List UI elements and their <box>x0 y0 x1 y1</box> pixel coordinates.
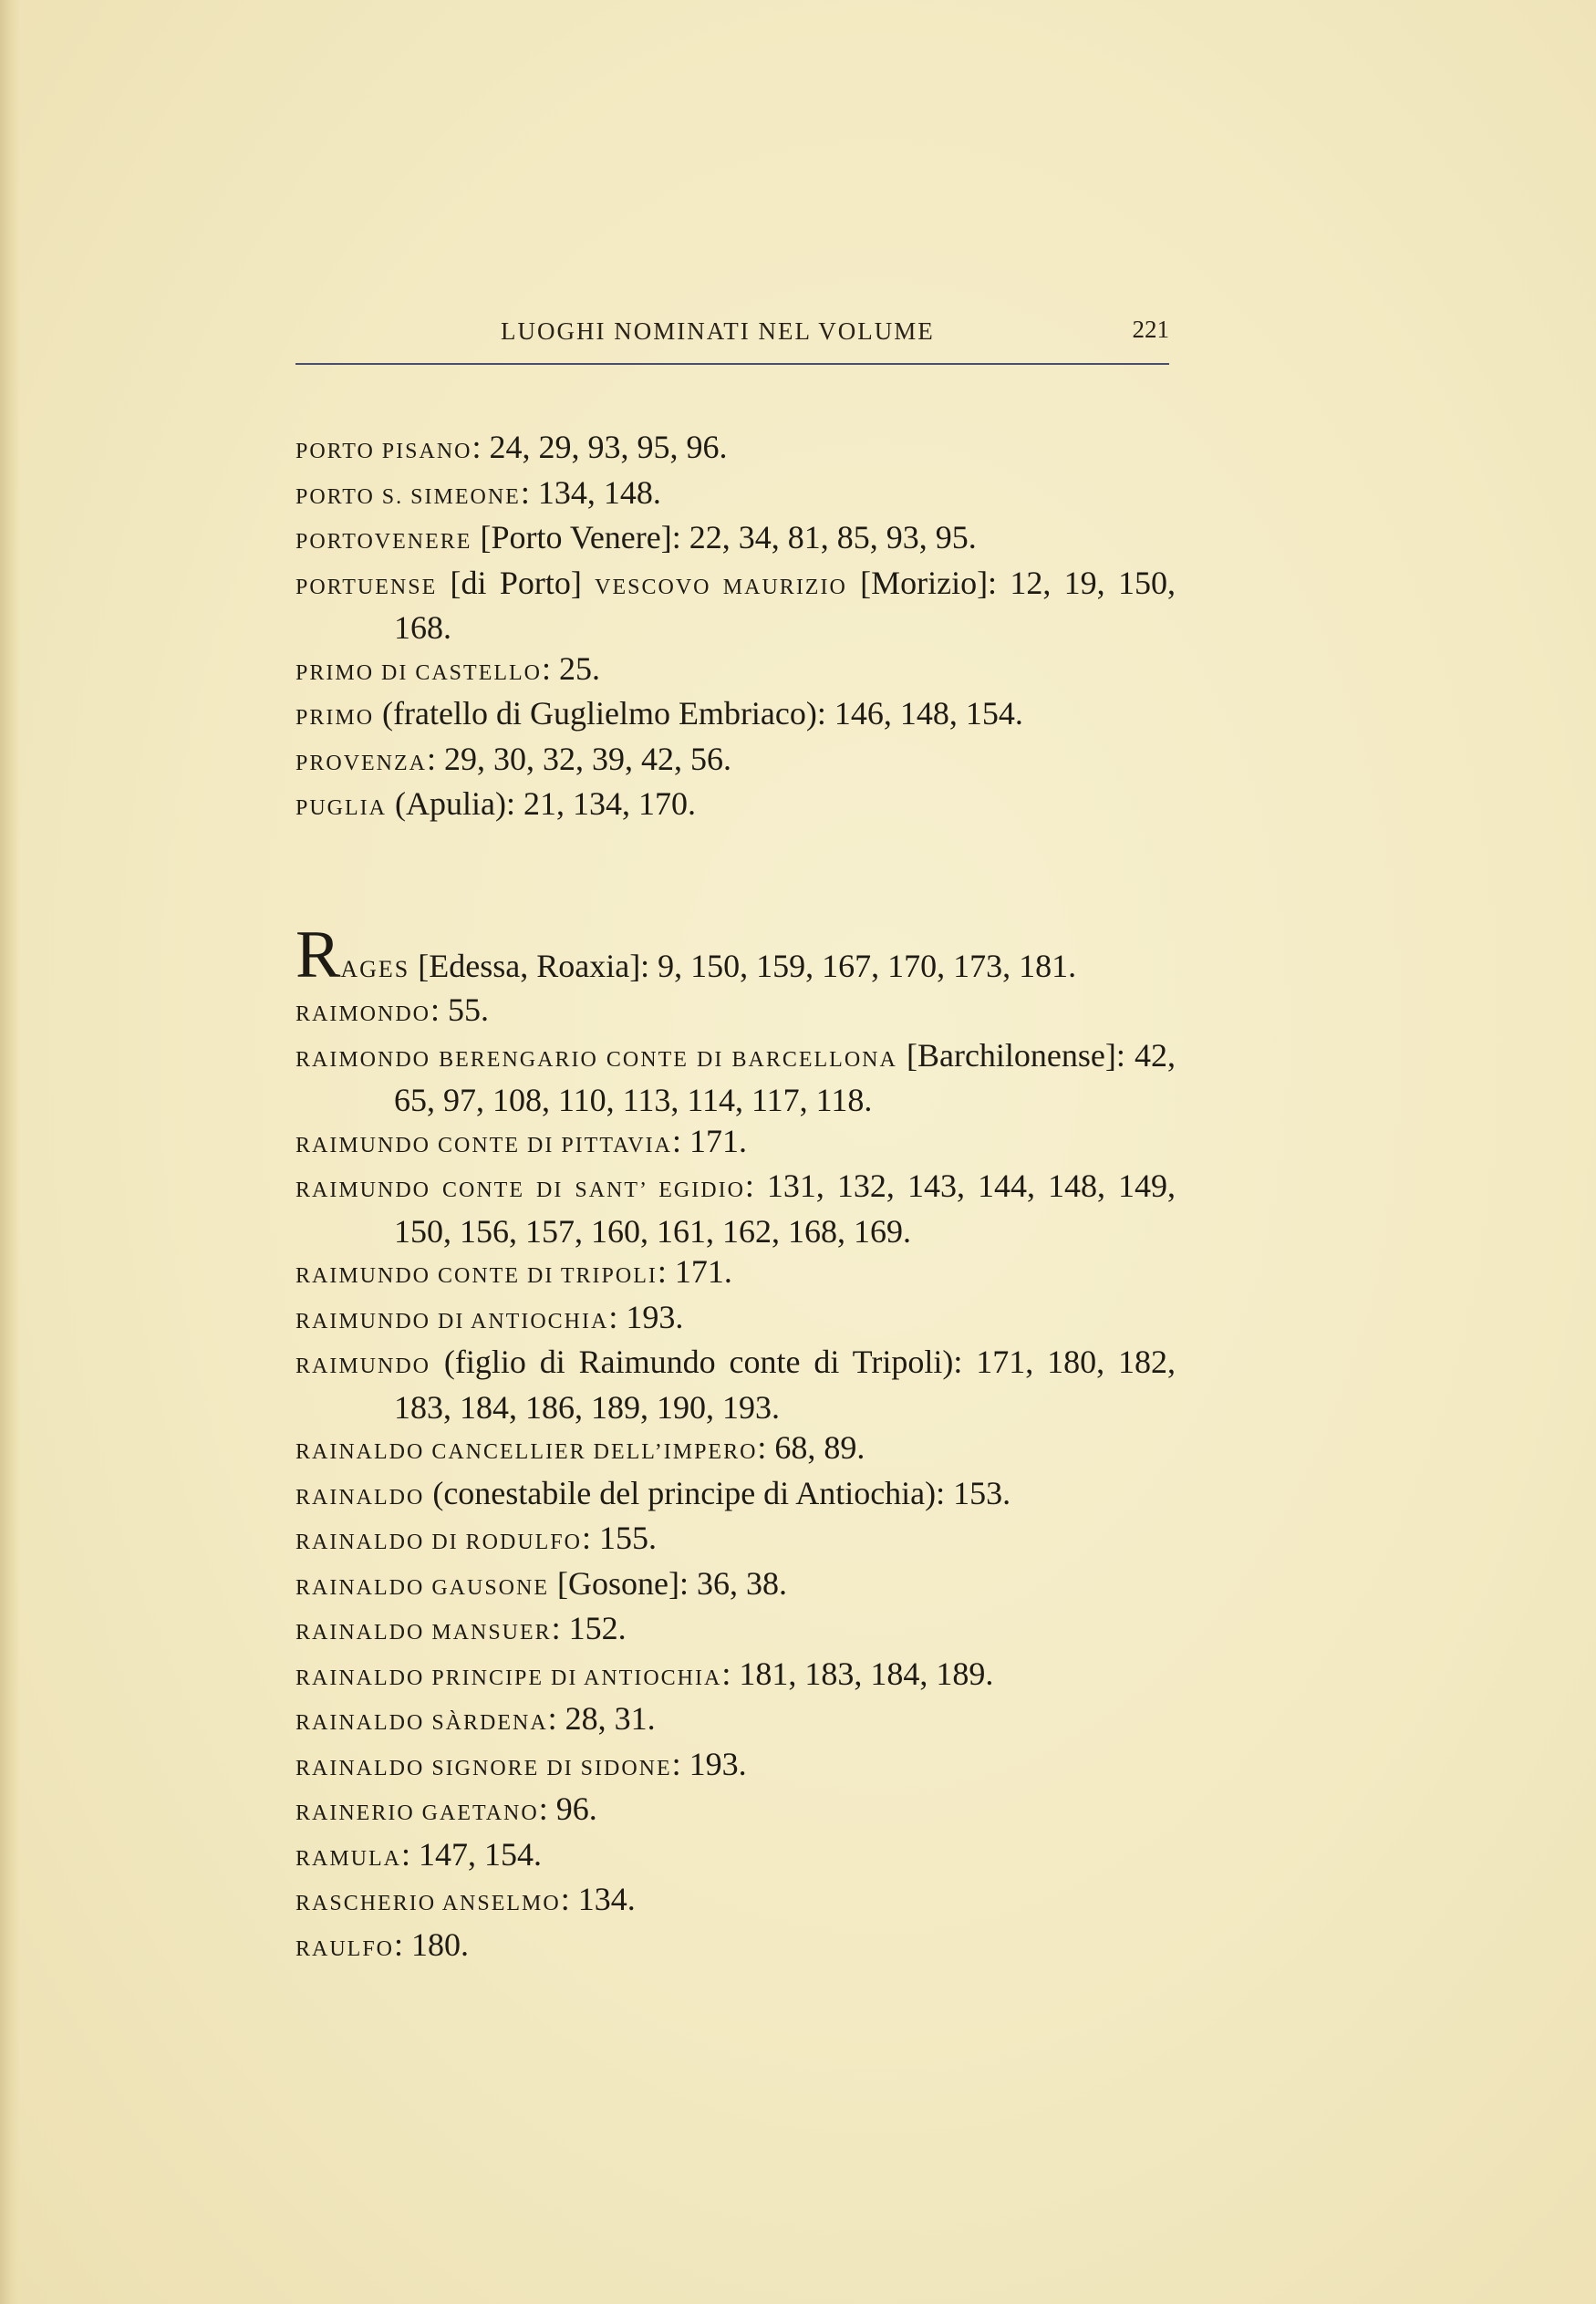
index-entry <box>295 1251 1176 1297</box>
entry-head: RAINALDO DI RODULFO <box>295 1531 582 1554</box>
entry-text: : 131, 132, 143, 144, 148, 149, 150, 156, 157, 160, 161, 162, 168, 169. <box>394 1168 1176 1250</box>
entry-text: : 55. <box>430 991 490 1028</box>
entry-head: PRIMO DI CASTELLO <box>295 660 543 685</box>
entry-text: : 171. <box>657 1253 732 1290</box>
index-entry <box>295 1427 1176 1473</box>
entry-head: RAINALDO SÀRDENA <box>295 1711 548 1735</box>
entry-text: : 96. <box>538 1790 597 1827</box>
entry-text: [Edessa, Roaxia]: 9, 150, 159, 167, 170, 173, 181. <box>409 947 1077 984</box>
entry-text: : 28, 31. <box>547 1700 656 1737</box>
entry-text: : 25. <box>542 649 601 687</box>
drop-initial: R <box>295 917 341 992</box>
entry-head: RAINALDO SIGNORE DI SIDONE <box>295 1756 672 1780</box>
index-entry <box>295 1342 1176 1427</box>
index-entry <box>295 1297 1176 1343</box>
entry-head: PORTO PISANO <box>295 440 472 463</box>
index-entry <box>295 693 1176 739</box>
entry-head: RAIMONDO BERENGARIO CONTE DI BARCELLONA <box>295 1047 897 1072</box>
index-entry <box>295 1654 1176 1699</box>
index-entry <box>295 563 1176 649</box>
index-entry <box>295 1744 1176 1790</box>
index-entry <box>295 517 1176 563</box>
index-entries <box>295 427 1176 1969</box>
entry-text: : 68, 89. <box>757 1429 865 1466</box>
index-entry <box>295 1035 1176 1121</box>
entry-head: RAIMUNDO <box>295 1354 430 1378</box>
entry-head: RAINALDO GAUSONE <box>295 1575 549 1600</box>
entry-head: RAINERIO GAETANO <box>295 1801 539 1825</box>
index-entry <box>295 1166 1176 1251</box>
entry-text: (Apulia): 21, 134, 170. <box>387 785 696 822</box>
index-entry-rages <box>295 917 1176 992</box>
index-entry <box>295 1608 1176 1654</box>
entry-head: RAINALDO <box>295 1485 425 1510</box>
entry-text: : 193. <box>671 1745 747 1782</box>
entry-text: (fratello di Guglielmo Embriaco): 146, 148, 154. <box>374 695 1023 732</box>
entry-text: : 171. <box>671 1122 747 1159</box>
entry-text: [di Porto] <box>437 564 596 601</box>
entry-head: PRIMO <box>295 706 375 730</box>
page-left-edge <box>0 0 20 2304</box>
index-entry <box>295 1879 1176 1925</box>
index-entry <box>295 1925 1176 1970</box>
page-number: 221 <box>1132 316 1169 343</box>
entry-head: PORTOVENERE <box>295 530 472 554</box>
index-entry <box>295 1121 1176 1167</box>
index-entry <box>295 1473 1176 1519</box>
index-entry <box>295 472 1176 518</box>
entry-head: RAINALDO CANCELLIER DELL’IMPERO <box>295 1440 758 1464</box>
entry-text: [Barchilonense]: 42, 65, 97, 108, 110, 113, 114, 117, 118. <box>394 1036 1176 1118</box>
entry-head: RAMULA <box>295 1846 402 1871</box>
section-gap <box>295 829 1176 935</box>
index-entry <box>295 1789 1176 1834</box>
entry-head: PROVENZA <box>295 751 428 775</box>
entry-text: : 24, 29, 93, 95, 96. <box>472 429 728 465</box>
entry-head-secondary: VESCOVO MAURIZIO <box>595 575 847 599</box>
index-entry <box>295 427 1176 472</box>
index-entry <box>295 1563 1176 1609</box>
entry-head: PUGLIA <box>295 796 387 820</box>
entry-text: : 181, 183, 184, 189. <box>721 1655 994 1692</box>
entry-text: [Gosone]: 36, 38. <box>549 1564 787 1602</box>
index-entry <box>295 1698 1176 1744</box>
entry-head: RAULFO <box>295 1936 395 1961</box>
entry-text: : 152. <box>551 1610 627 1646</box>
entry-text: : 155. <box>582 1520 658 1556</box>
entry-text: [Porto Venere]: 22, 34, 81, 85, 93, 95. <box>472 519 977 555</box>
entry-text: : 147, 154. <box>401 1835 543 1873</box>
entry-text: (conestabile del principe di Antiochia): 153. <box>424 1474 1011 1511</box>
index-entry <box>295 1518 1176 1563</box>
index-entry <box>295 649 1176 694</box>
entry-head: PORTO S. SIMEONE <box>295 484 521 509</box>
entry-head: RAIMUNDO CONTE DI SANT’ EGIDIO <box>295 1178 745 1202</box>
index-entry <box>295 990 1176 1035</box>
entry-head: AGES <box>340 955 410 982</box>
entry-text: (figlio di Raimundo conte di Tripoli): 171, 180, 182, 183, 184, 186, 189, 190, 193. <box>394 1344 1176 1426</box>
index-entry <box>295 784 1176 829</box>
entry-text: : 180. <box>394 1925 470 1963</box>
running-title: LUOGHI NOMINATI NEL VOLUME <box>501 317 935 345</box>
entry-text: : 134, 148. <box>520 473 661 511</box>
entry-head: RAINALDO PRINCIPE DI ANTIOCHIA <box>295 1666 722 1690</box>
header-rule <box>295 363 1169 365</box>
entry-head: RASCHERIO ANSELMO <box>295 1892 561 1915</box>
entry-head: PORTUENSE <box>295 575 438 599</box>
entry-head: RAIMUNDO CONTE DI TRIPOLI <box>295 1264 658 1288</box>
entry-text: : 29, 30, 32, 39, 42, 56. <box>427 740 732 777</box>
index-entry <box>295 1834 1176 1880</box>
index-entry <box>295 739 1176 784</box>
entry-head: RAINALDO MANSUER <box>295 1621 552 1645</box>
entry-head: RAIMUNDO CONTE DI PITTAVIA <box>295 1133 672 1157</box>
entry-text: : 193. <box>608 1298 684 1335</box>
running-header <box>295 310 1169 367</box>
entry-text-secondary: [Morizio]: 12, 19, 150, 168. <box>394 564 1176 646</box>
entry-text: : 134. <box>560 1881 636 1917</box>
entry-head: RAIMONDO <box>295 1002 430 1026</box>
entry-head: RAIMUNDO DI ANTIOCHIA <box>295 1309 609 1334</box>
